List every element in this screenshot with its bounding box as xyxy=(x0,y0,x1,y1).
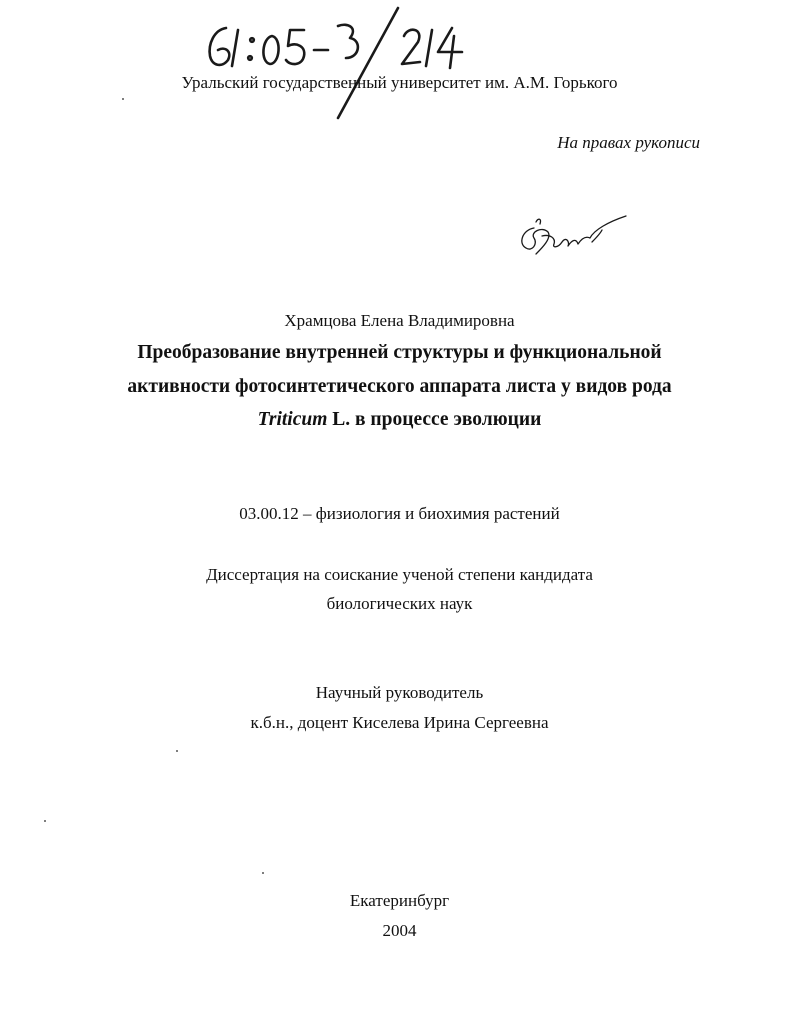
genus-name: Triticum xyxy=(257,409,328,430)
author-name: Храмцова Елена Владимировна xyxy=(284,311,515,330)
degree-line-1: Диссертация на соискание ученой степени кандидата xyxy=(206,565,593,584)
year: 2004 xyxy=(382,921,417,940)
signature-scribble xyxy=(512,208,632,268)
supervisor-label: Научный руководитель xyxy=(315,683,484,702)
title-line-3-rest: L. в процессе эволюции xyxy=(327,409,542,430)
specialty-code: 03.00.12 – физиология и биохимия растений xyxy=(239,504,560,523)
scan-speck xyxy=(176,750,178,752)
archive-code-scribble xyxy=(0,0,799,120)
title-line-2: активности фотосинтетического аппарата листа у видов рода xyxy=(127,376,672,397)
city: Екатеринбург xyxy=(349,891,450,910)
title-line-3 xyxy=(0,408,799,432)
title-line-1: Преобразование внутренней структуры и функциональной xyxy=(137,342,662,363)
scan-speck xyxy=(44,820,46,822)
handwritten-archive-code xyxy=(0,0,799,120)
manuscript-rights-note: На правах рукописи xyxy=(557,133,700,152)
degree-line-2: биологических наук xyxy=(326,594,473,613)
scan-speck xyxy=(262,872,264,874)
supervisor-name: к.б.н., доцент Киселева Ирина Сергеевна xyxy=(250,713,549,732)
scan-speck xyxy=(122,98,124,100)
author-signature xyxy=(512,208,632,268)
university-name: Уральский государственный университет им. А.М. Горького xyxy=(181,73,618,92)
